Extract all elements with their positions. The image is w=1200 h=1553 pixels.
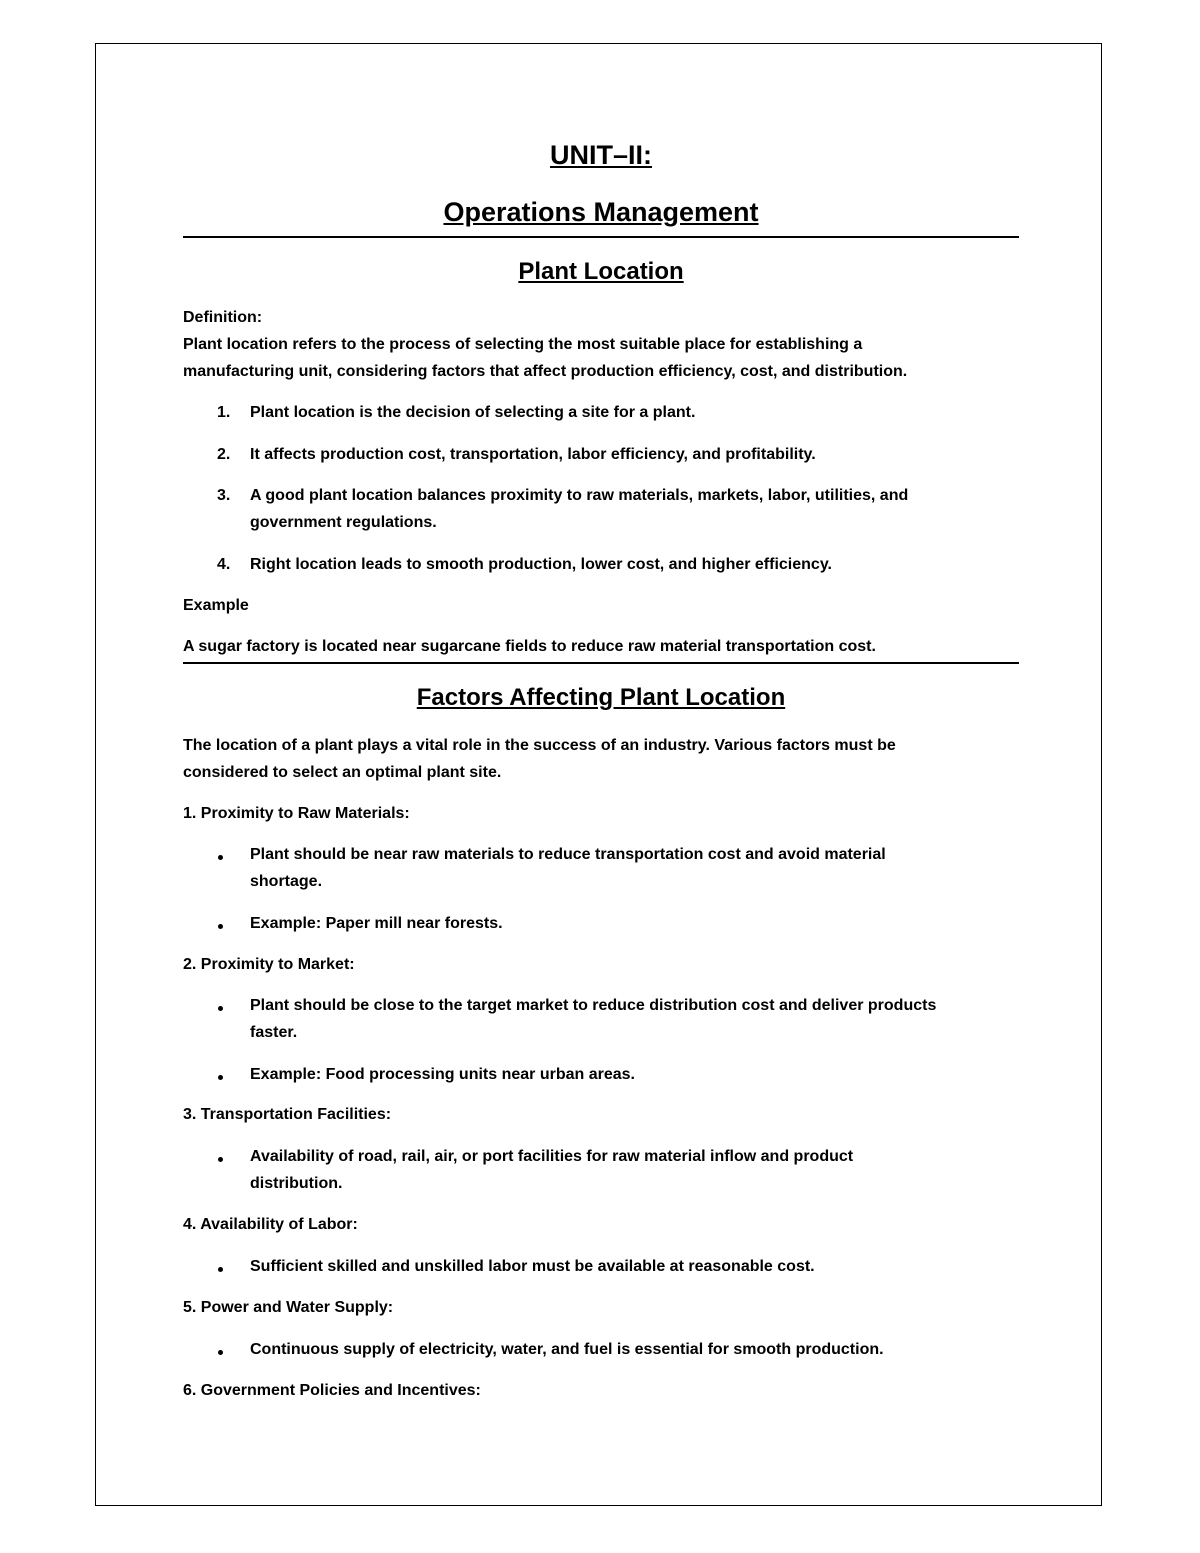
section2-heading: Factors Affecting Plant Location bbox=[416, 684, 786, 711]
point-number: 3. bbox=[217, 487, 231, 504]
definition-label: Definition: bbox=[183, 309, 263, 326]
factor-title: 3. Transportation Facilities: bbox=[183, 1106, 392, 1123]
point-number: 2. bbox=[217, 446, 231, 463]
bullet-text-continued: faster. bbox=[250, 1024, 298, 1041]
example-text: A sugar factory is located near sugarcane fields to reduce raw material transportation cost. bbox=[183, 638, 876, 655]
point-number: 4. bbox=[217, 556, 231, 573]
point-text: Right location leads to smooth production, lower cost, and higher efficiency. bbox=[250, 556, 832, 573]
section1-heading: Plant Location bbox=[518, 258, 684, 285]
unit-title: UNIT–II: bbox=[549, 140, 652, 170]
factor-title: 6. Government Policies and Incentives: bbox=[183, 1382, 481, 1399]
bullet-text: Plant should be close to the target market to reduce distribution cost and deliver products bbox=[250, 997, 937, 1014]
example-label: Example bbox=[183, 597, 249, 614]
factor-title: 1. Proximity to Raw Materials: bbox=[183, 805, 410, 822]
factor-title: 4. Availability of Labor: bbox=[183, 1216, 358, 1233]
bullet-icon bbox=[218, 1006, 223, 1011]
bullet-icon bbox=[218, 855, 223, 860]
bullet-text-continued: shortage. bbox=[250, 873, 323, 890]
point-text: It affects production cost, transportation, labor efficiency, and profitability. bbox=[250, 446, 816, 463]
point-text: Plant location is the decision of selecting a site for a plant. bbox=[250, 404, 696, 421]
bullet-icon bbox=[218, 1350, 223, 1355]
bullet-text: Sufficient skilled and unskilled labor must be available at reasonable cost. bbox=[250, 1258, 815, 1275]
intro-line-1: The location of a plant plays a vital role in the success of an industry. Various factors must be bbox=[183, 737, 896, 754]
bullet-icon bbox=[218, 924, 223, 929]
definition-line-1: Plant location refers to the process of selecting the most suitable place for establishing a bbox=[183, 336, 863, 353]
bullet-text: Example: Paper mill near forests. bbox=[250, 915, 503, 932]
factor-title: 2. Proximity to Market: bbox=[183, 956, 355, 973]
bullet-icon bbox=[218, 1157, 223, 1162]
point-text-continued: government regulations. bbox=[250, 514, 437, 531]
bullet-icon bbox=[218, 1267, 223, 1272]
point-text: A good plant location balances proximity to raw materials, markets, labor, utilities, and bbox=[250, 487, 909, 504]
factor-title: 5. Power and Water Supply: bbox=[183, 1299, 394, 1316]
bullet-text-continued: distribution. bbox=[250, 1175, 343, 1192]
bullet-icon bbox=[218, 1075, 223, 1080]
point-number: 1. bbox=[217, 404, 231, 421]
subject-title: Operations Management bbox=[443, 197, 759, 227]
bullet-text: Availability of road, rail, air, or port facilities for raw material inflow and product bbox=[250, 1148, 854, 1165]
definition-line-2: manufacturing unit, considering factors that affect production efficiency, cost, and distribution. bbox=[183, 363, 908, 380]
divider-1 bbox=[183, 236, 1019, 238]
divider-2 bbox=[183, 662, 1019, 664]
bullet-text: Example: Food processing units near urban areas. bbox=[250, 1066, 635, 1083]
intro-line-2: considered to select an optimal plant site. bbox=[183, 764, 502, 781]
bullet-text: Plant should be near raw materials to reduce transportation cost and avoid material bbox=[250, 846, 886, 863]
bullet-text: Continuous supply of electricity, water, and fuel is essential for smooth production. bbox=[250, 1341, 884, 1358]
